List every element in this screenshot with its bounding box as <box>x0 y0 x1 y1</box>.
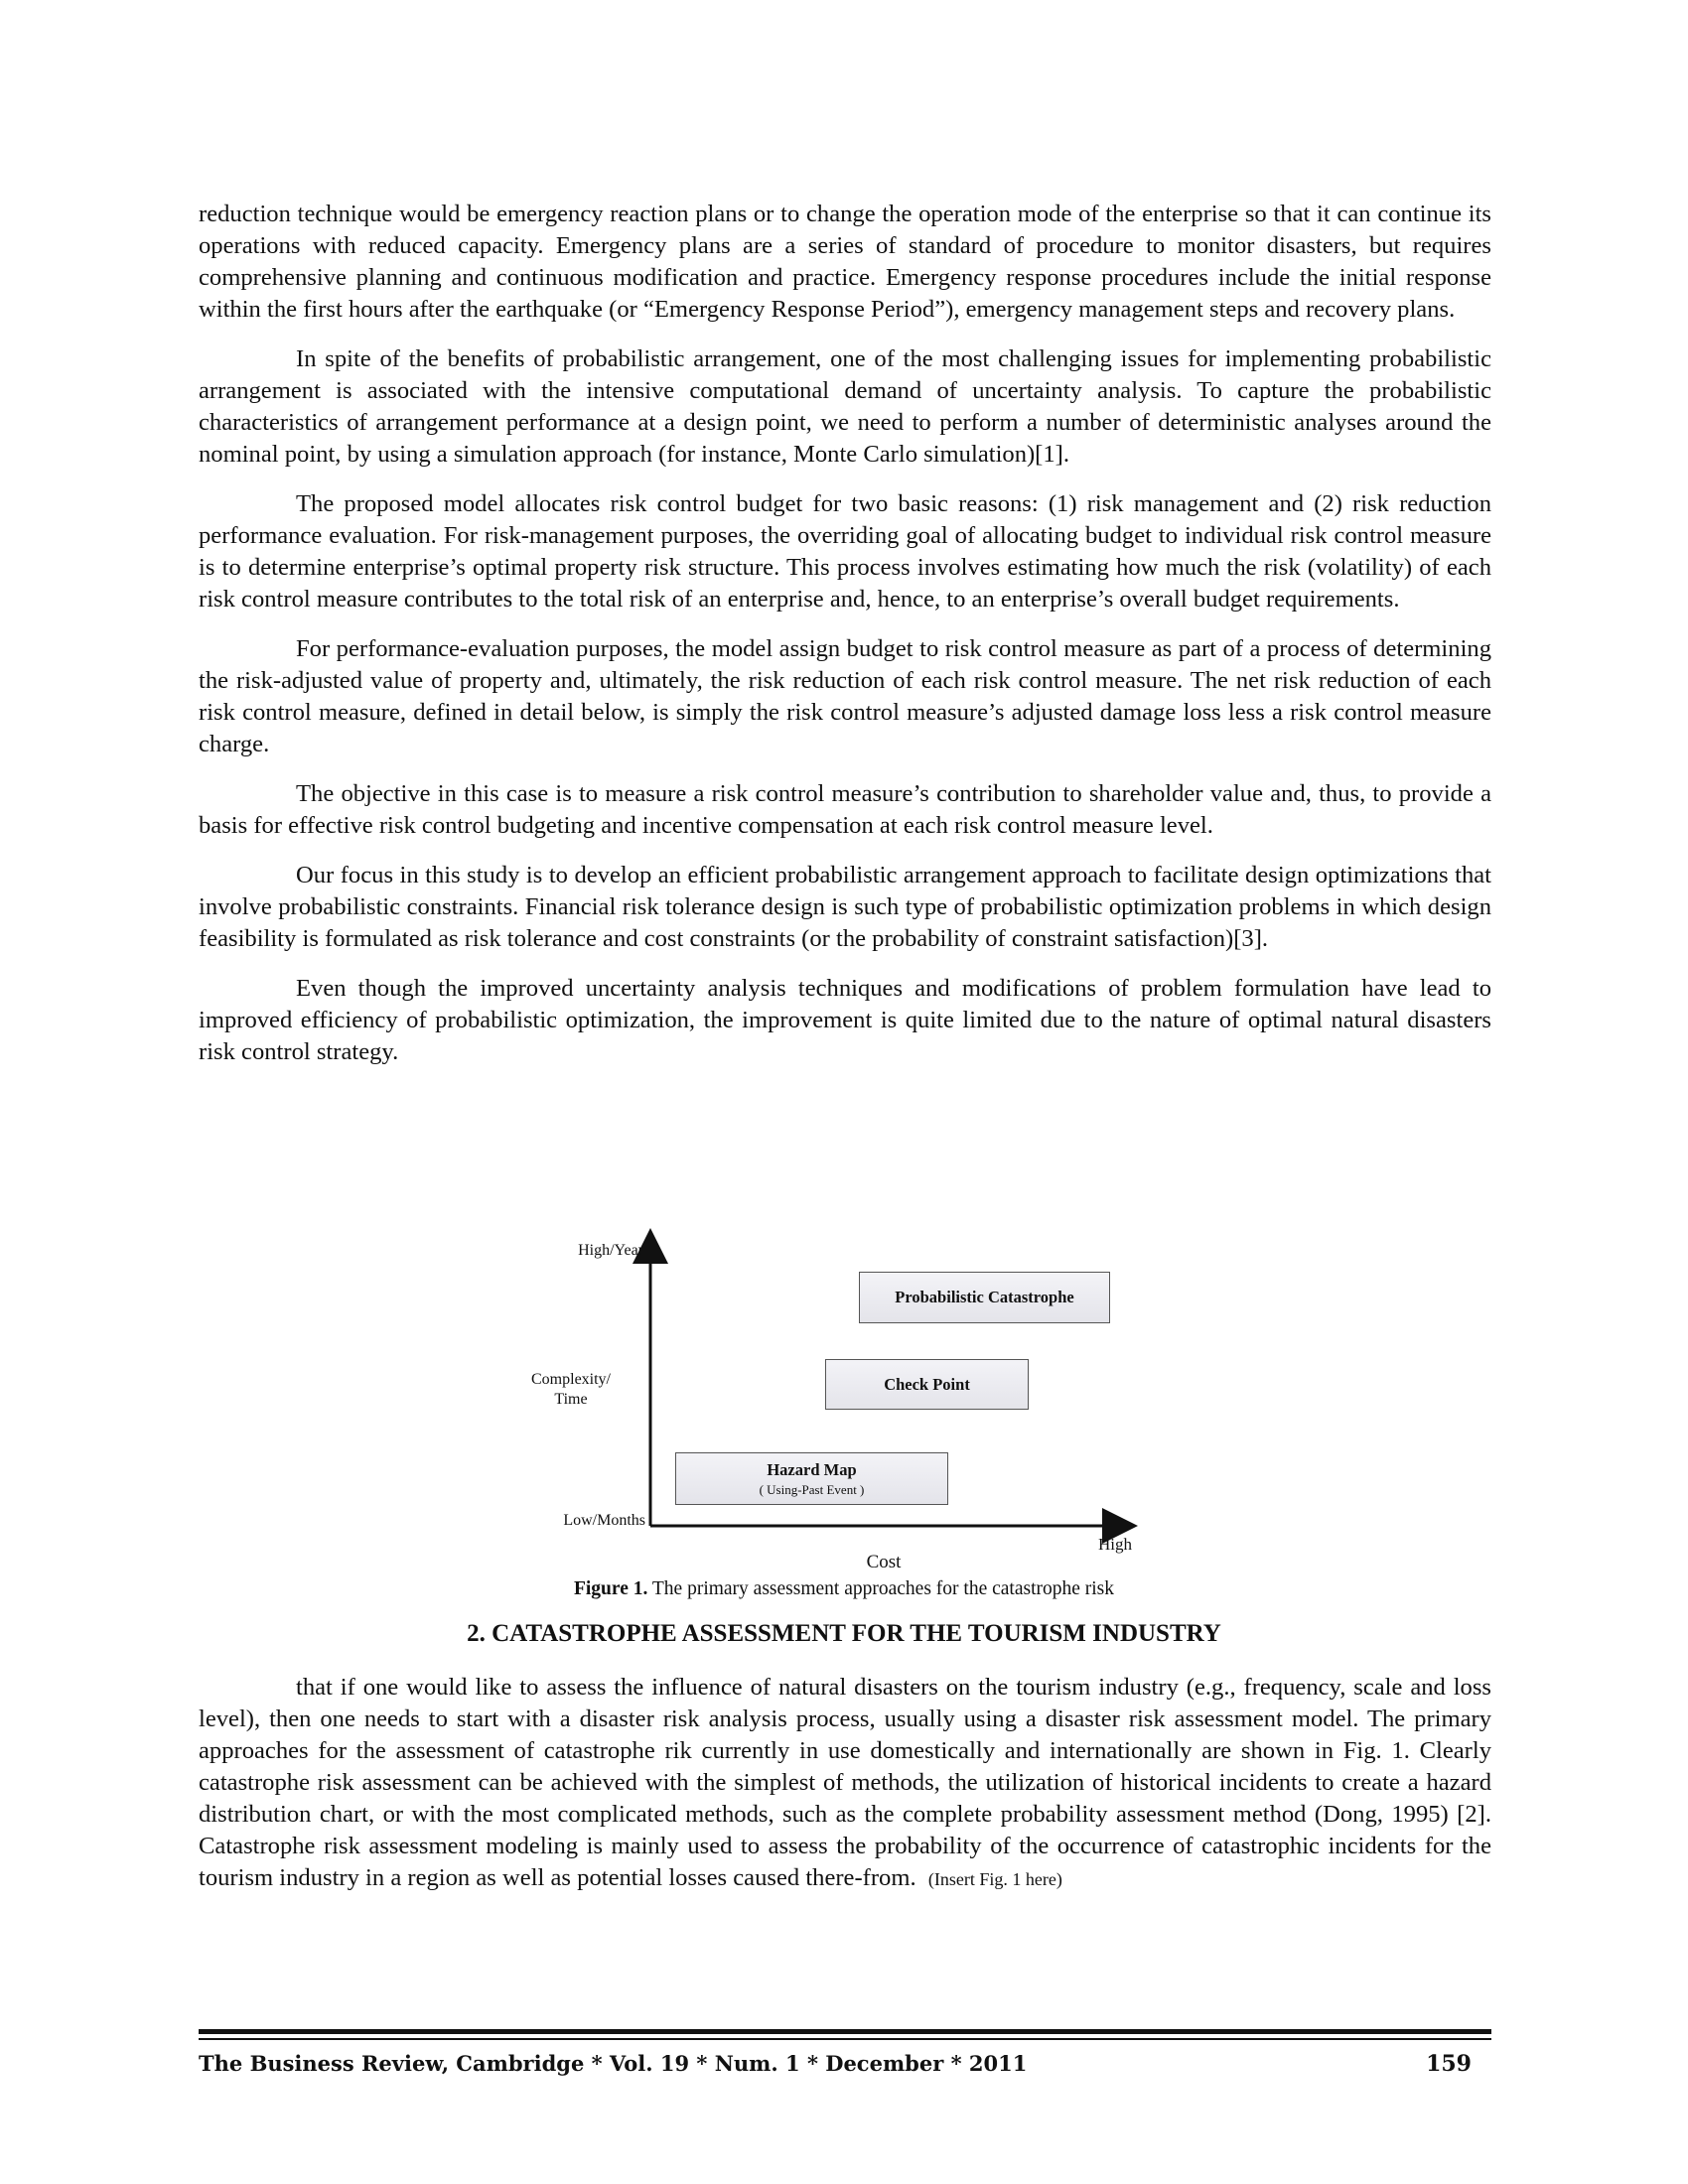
paragraph: For performance-evaluation purposes, the model assign budget to risk control measure as part of a process of determining the risk-adjusted value of property and, ultimately, the risk reduction of each risk control measure. The net risk reduction of each risk control measure, defined in detail below, is simply the risk control measure’s adjusted damage loss less a risk control measure charge. <box>199 635 1491 757</box>
section-body <box>199 1672 1491 1913</box>
box-subtitle: ( Using-Past Event ) <box>759 1481 865 1497</box>
y-axis-top-label: High/Year <box>578 1242 643 1259</box>
y-axis-mid-label: Complexity/ Time <box>531 1371 611 1408</box>
box-check-point <box>825 1359 1029 1410</box>
paragraph: The objective in this case is to measure a risk control measure’s contribution to shareholder value and, thus, to provide a basis for effective risk control budgeting and incentive compensation at each risk control measure level. <box>199 780 1491 839</box>
x-axis-label: Cost <box>866 1552 902 1572</box>
paragraph: Even though the improved uncertainty analysis techniques and modifications of problem formulation have lead to improved efficiency of probabilistic optimization, the improvement is quite limited due to the nature of optimal natural disasters risk control strategy. <box>199 975 1491 1065</box>
section-paragraph-text: that if one would like to assess the influence of natural disasters on the tourism industry (e.g., frequency, scale and loss level), then one needs to start with a disaster risk analysis process, usually using a disaster risk assessment model. The primary approaches for the assessment of catastrophe rik currently in use domestically and internationally are shown in Fig. 1. Clearly catastrophe risk assessment can be achieved with the simplest of methods, the utilization of historical incidents to create a hazard distribution chart, or with the most complicated methods, such as the complete probability assessment method (Dong, 1995) [2]. Catastrophe risk assessment modeling is mainly used to assess the probability of the occurrence of catastrophic incidents for the tourism industry in a region as well as potential losses caused there-from. <box>199 1674 1491 1891</box>
box-hazard-map <box>675 1452 948 1505</box>
box-title: Check Point <box>884 1374 970 1394</box>
box-title: Hazard Map <box>767 1459 857 1479</box>
body-text-top <box>199 199 1491 1086</box>
box-probabilistic-catastrophe <box>859 1272 1110 1323</box>
paragraph: reduction technique would be emergency reaction plans or to change the operation mode of the enterprise so that it can continue its operations with reduced capacity. Emergency plans are a series of standard of procedure to monitor disasters, but requires comprehensive planning and continuous modification and practice. Emergency response procedures include the initial response within the first hours after the earthquake (or “Emergency Response Period”), emergency management steps and recovery plans. <box>199 201 1491 323</box>
footer-journal: The Business Review, Cambridge * Vol. 19 * Num. 1 * December * 2011 <box>199 2051 1028 2076</box>
box-title: Probabilistic Catastrophe <box>895 1288 1074 1306</box>
footer-rule-thick <box>199 2029 1491 2034</box>
x-axis-high-label: High <box>1098 1535 1132 1554</box>
y-axis-bottom-label: Low/Months <box>563 1512 645 1529</box>
paragraph: Our focus in this study is to develop an efficient probabilistic arrangement approach to facilitate design optimizations that involve probabilistic constraints. Financial risk tolerance design is such type of probabilistic optimization problems in which design feasibility is formulated as risk tolerance and cost constraints (or the probability of constraint satisfaction)[3]. <box>199 862 1491 952</box>
section-heading: 2. CATASTROPHE ASSESSMENT FOR THE TOURISM INDUSTRY <box>467 1620 1221 1647</box>
figure-caption <box>0 1578 1688 1600</box>
footer-rule-thin <box>199 2038 1491 2040</box>
insert-figure-note: (Insert Fig. 1 here) <box>927 1869 1062 1889</box>
caption-text: The primary assessment approaches for the catastrophe risk <box>647 1578 1115 1599</box>
caption-label: Figure 1. <box>573 1578 648 1599</box>
paragraph: The proposed model allocates risk control budget for two basic reasons: (1) risk management and (2) risk reduction performance evaluation. For risk-management purposes, the overriding goal of allocating budget to individual risk control measure is to determine enterprise’s optimal property risk structure. This process involves estimating how much the risk (volatility) of each risk control measure contributes to the total risk of an enterprise and, hence, to an enterprise’s overall budget requirements. <box>199 490 1491 613</box>
page-number: 159 <box>1426 2051 1472 2077</box>
paragraph <box>199 1672 1491 1895</box>
paragraph: In spite of the benefits of probabilistic arrangement, one of the most challenging issues for implementing probabilistic arrangement is associated with the intensive computational demand of uncertainty analysis. To capture the probabilistic characteristics of arrangement performance at a design point, we need to perform a number of deterministic analyses around the nominal point, by using a simulation approach (for instance, Monte Carlo simulation)[1]. <box>199 345 1491 468</box>
